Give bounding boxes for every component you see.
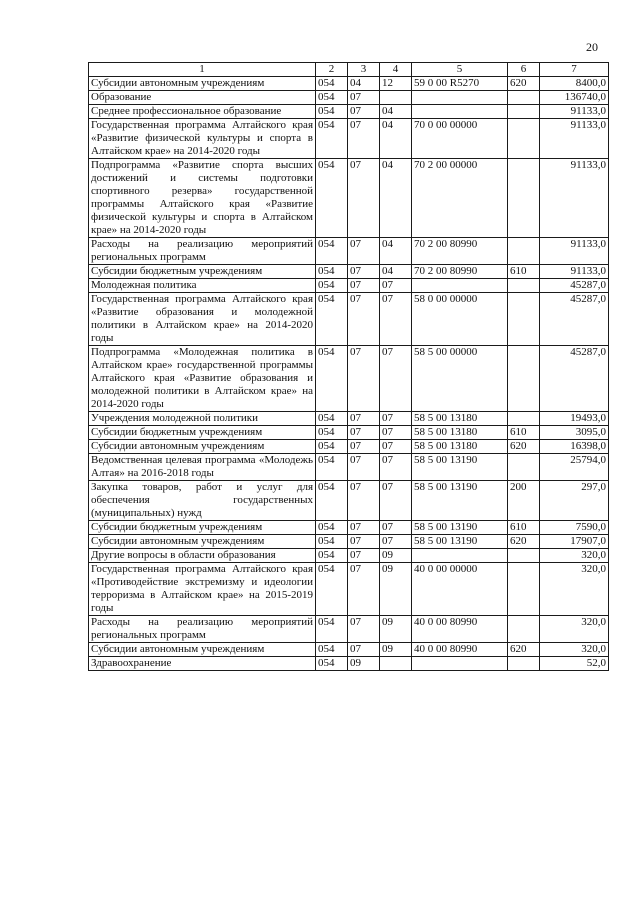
- item-name: Молодежная политика: [89, 279, 316, 293]
- item-name: Субсидии автономным учреждениям: [89, 440, 316, 454]
- amount: 91133,0: [540, 119, 609, 159]
- ministry-code: 054: [316, 616, 348, 643]
- section-code: 07: [348, 265, 380, 279]
- item-name: Ведомственная целевая программа «Молодежь Алтая» на 2016-2018 годы: [89, 454, 316, 481]
- target-item-code: 40 0 00 80990: [412, 643, 508, 657]
- amount: 136740,0: [540, 91, 609, 105]
- ministry-code: 054: [316, 454, 348, 481]
- ministry-code: 054: [316, 481, 348, 521]
- amount: 91133,0: [540, 105, 609, 119]
- table-row: [89, 91, 609, 105]
- table-row: [89, 293, 609, 346]
- expense-type-code: [508, 412, 540, 426]
- subsection-code: 09: [380, 549, 412, 563]
- ministry-code: 054: [316, 105, 348, 119]
- table-row: [89, 238, 609, 265]
- item-name: Здравоохранение: [89, 657, 316, 671]
- subsection-code: 09: [380, 643, 412, 657]
- expense-type-code: 620: [508, 643, 540, 657]
- section-code: 04: [348, 77, 380, 91]
- ministry-code: 054: [316, 549, 348, 563]
- amount: 320,0: [540, 563, 609, 616]
- subsection-code: 07: [380, 454, 412, 481]
- ministry-code: 054: [316, 643, 348, 657]
- target-item-code: [412, 91, 508, 105]
- amount: 45287,0: [540, 279, 609, 293]
- subsection-code: 12: [380, 77, 412, 91]
- expense-type-code: 620: [508, 77, 540, 91]
- item-name: Другие вопросы в области образования: [89, 549, 316, 563]
- section-code: 07: [348, 238, 380, 265]
- target-item-code: 58 5 00 13180: [412, 426, 508, 440]
- ministry-code: 054: [316, 412, 348, 426]
- expense-type-code: 610: [508, 521, 540, 535]
- item-name: Подпрограмма «Развитие спорта высших достижений и системы подготовки спортивного резерва» государственной программы Алтайского края «Развитие физической культуры и спорта в Алтайском крае» на 2014-2020 годы: [89, 159, 316, 238]
- table-row: [89, 426, 609, 440]
- ministry-code: 054: [316, 119, 348, 159]
- target-item-code: [412, 105, 508, 119]
- expense-type-code: [508, 119, 540, 159]
- amount: 45287,0: [540, 293, 609, 346]
- table-row: [89, 454, 609, 481]
- section-code: 07: [348, 521, 380, 535]
- table-row: [89, 440, 609, 454]
- subsection-code: 07: [380, 293, 412, 346]
- column-header: 4: [380, 63, 412, 77]
- section-code: 07: [348, 643, 380, 657]
- subsection-code: 07: [380, 279, 412, 293]
- page-number: 20: [586, 40, 598, 54]
- section-code: 07: [348, 105, 380, 119]
- target-item-code: 58 5 00 13190: [412, 535, 508, 549]
- ministry-code: 054: [316, 91, 348, 105]
- table-row: [89, 616, 609, 643]
- table-row: [89, 412, 609, 426]
- table-row: [89, 521, 609, 535]
- column-header: 6: [508, 63, 540, 77]
- table-row: [89, 549, 609, 563]
- section-code: 07: [348, 279, 380, 293]
- item-name: Расходы на реализацию мероприятий региональных программ: [89, 616, 316, 643]
- ministry-code: 054: [316, 293, 348, 346]
- target-item-code: 58 5 00 13180: [412, 440, 508, 454]
- item-name: Государственная программа Алтайского края «Противодействие экстремизму и идеологии терроризма в Алтайском крае» на 2015-2019 годы: [89, 563, 316, 616]
- subsection-code: 07: [380, 426, 412, 440]
- subsection-code: 07: [380, 521, 412, 535]
- item-name: Субсидии бюджетным учреждениям: [89, 426, 316, 440]
- amount: 45287,0: [540, 346, 609, 412]
- table-row: [89, 657, 609, 671]
- item-name: Подпрограмма «Молодежная политика в Алтайском крае» государственной программы Алтайского края «Развитие образования и молодежной политики в Алтайском крае» на 2014-2020 годы: [89, 346, 316, 412]
- expense-type-code: [508, 91, 540, 105]
- subsection-code: [380, 657, 412, 671]
- amount: 320,0: [540, 549, 609, 563]
- section-code: 07: [348, 346, 380, 412]
- subsection-code: 07: [380, 440, 412, 454]
- section-code: 07: [348, 616, 380, 643]
- target-item-code: 70 2 00 80990: [412, 238, 508, 265]
- subsection-code: 07: [380, 412, 412, 426]
- expense-type-code: [508, 238, 540, 265]
- table-row: [89, 265, 609, 279]
- target-item-code: 58 5 00 13180: [412, 412, 508, 426]
- table-row: [89, 563, 609, 616]
- target-item-code: 58 5 00 13190: [412, 481, 508, 521]
- table-row: [89, 535, 609, 549]
- column-header: 2: [316, 63, 348, 77]
- target-item-code: 70 2 00 00000: [412, 159, 508, 238]
- section-code: 07: [348, 454, 380, 481]
- ministry-code: 054: [316, 279, 348, 293]
- subsection-code: 04: [380, 238, 412, 265]
- item-name: Расходы на реализацию мероприятий региональных программ: [89, 238, 316, 265]
- ministry-code: 054: [316, 521, 348, 535]
- item-name: Субсидии бюджетным учреждениям: [89, 265, 316, 279]
- amount: 16398,0: [540, 440, 609, 454]
- amount: 91133,0: [540, 238, 609, 265]
- target-item-code: 40 0 00 80990: [412, 616, 508, 643]
- header-row: [89, 63, 609, 77]
- column-header: 7: [540, 63, 609, 77]
- expense-type-code: 620: [508, 535, 540, 549]
- table-row: [89, 643, 609, 657]
- amount: 52,0: [540, 657, 609, 671]
- section-code: 07: [348, 426, 380, 440]
- subsection-code: 04: [380, 159, 412, 238]
- expense-type-code: [508, 616, 540, 643]
- section-code: 07: [348, 549, 380, 563]
- amount: 25794,0: [540, 454, 609, 481]
- expense-type-code: 620: [508, 440, 540, 454]
- expense-type-code: [508, 279, 540, 293]
- subsection-code: 09: [380, 616, 412, 643]
- column-header: 5: [412, 63, 508, 77]
- expense-type-code: [508, 105, 540, 119]
- subsection-code: 07: [380, 535, 412, 549]
- amount: 91133,0: [540, 265, 609, 279]
- item-name: Образование: [89, 91, 316, 105]
- expense-type-code: [508, 549, 540, 563]
- section-code: 07: [348, 535, 380, 549]
- subsection-code: 07: [380, 346, 412, 412]
- ministry-code: 054: [316, 535, 348, 549]
- ministry-code: 054: [316, 440, 348, 454]
- expense-type-code: [508, 563, 540, 616]
- table-row: [89, 481, 609, 521]
- section-code: 07: [348, 481, 380, 521]
- section-code: 07: [348, 563, 380, 616]
- expense-type-code: 610: [508, 426, 540, 440]
- amount: 320,0: [540, 616, 609, 643]
- target-item-code: 58 5 00 13190: [412, 521, 508, 535]
- section-code: 07: [348, 159, 380, 238]
- subsection-code: 09: [380, 563, 412, 616]
- ministry-code: 054: [316, 426, 348, 440]
- target-item-code: 40 0 00 00000: [412, 563, 508, 616]
- subsection-code: [380, 91, 412, 105]
- section-code: 07: [348, 91, 380, 105]
- amount: 3095,0: [540, 426, 609, 440]
- table-row: [89, 105, 609, 119]
- item-name: Среднее профессиональное образование: [89, 105, 316, 119]
- section-code: 07: [348, 293, 380, 346]
- item-name: Учреждения молодежной политики: [89, 412, 316, 426]
- section-code: 07: [348, 119, 380, 159]
- subsection-code: 04: [380, 265, 412, 279]
- table-row: [89, 77, 609, 91]
- column-header: 1: [89, 63, 316, 77]
- subsection-code: 07: [380, 481, 412, 521]
- target-item-code: 58 0 00 00000: [412, 293, 508, 346]
- ministry-code: 054: [316, 238, 348, 265]
- amount: 19493,0: [540, 412, 609, 426]
- amount: 8400,0: [540, 77, 609, 91]
- item-name: Субсидии бюджетным учреждениям: [89, 521, 316, 535]
- expense-type-code: 200: [508, 481, 540, 521]
- amount: 297,0: [540, 481, 609, 521]
- target-item-code: [412, 279, 508, 293]
- expense-type-code: [508, 346, 540, 412]
- target-item-code: 70 2 00 80990: [412, 265, 508, 279]
- ministry-code: 054: [316, 77, 348, 91]
- ministry-code: 054: [316, 159, 348, 238]
- expense-type-code: [508, 293, 540, 346]
- expense-type-code: 610: [508, 265, 540, 279]
- expense-type-code: [508, 454, 540, 481]
- ministry-code: 054: [316, 265, 348, 279]
- target-item-code: 70 0 00 00000: [412, 119, 508, 159]
- item-name: Государственная программа Алтайского края «Развитие физической культуры и спорта в Алтайском крае» на 2014-2020 годы: [89, 119, 316, 159]
- subsection-code: 04: [380, 105, 412, 119]
- table-row: [89, 119, 609, 159]
- target-item-code: 58 5 00 13190: [412, 454, 508, 481]
- target-item-code: 58 5 00 00000: [412, 346, 508, 412]
- item-name: Субсидии автономным учреждениям: [89, 535, 316, 549]
- table-row: [89, 346, 609, 412]
- ministry-code: 054: [316, 657, 348, 671]
- section-code: 09: [348, 657, 380, 671]
- table-row: [89, 159, 609, 238]
- expense-type-code: [508, 159, 540, 238]
- amount: 7590,0: [540, 521, 609, 535]
- expense-type-code: [508, 657, 540, 671]
- section-code: 07: [348, 412, 380, 426]
- amount: 17907,0: [540, 535, 609, 549]
- section-code: 07: [348, 440, 380, 454]
- target-item-code: [412, 657, 508, 671]
- item-name: Государственная программа Алтайского края «Развитие образования и молодежной политики в Алтайском крае» на 2014-2020 годы: [89, 293, 316, 346]
- item-name: Субсидии автономным учреждениям: [89, 77, 316, 91]
- item-name: Закупка товаров, работ и услуг для обеспечения государственных (муниципальных) нужд: [89, 481, 316, 521]
- amount: 320,0: [540, 643, 609, 657]
- subsection-code: 04: [380, 119, 412, 159]
- ministry-code: 054: [316, 563, 348, 616]
- column-header: 3: [348, 63, 380, 77]
- target-item-code: 59 0 00 R5270: [412, 77, 508, 91]
- budget-table: [88, 62, 609, 671]
- item-name: Субсидии автономным учреждениям: [89, 643, 316, 657]
- amount: 91133,0: [540, 159, 609, 238]
- ministry-code: 054: [316, 346, 348, 412]
- table-row: [89, 279, 609, 293]
- target-item-code: [412, 549, 508, 563]
